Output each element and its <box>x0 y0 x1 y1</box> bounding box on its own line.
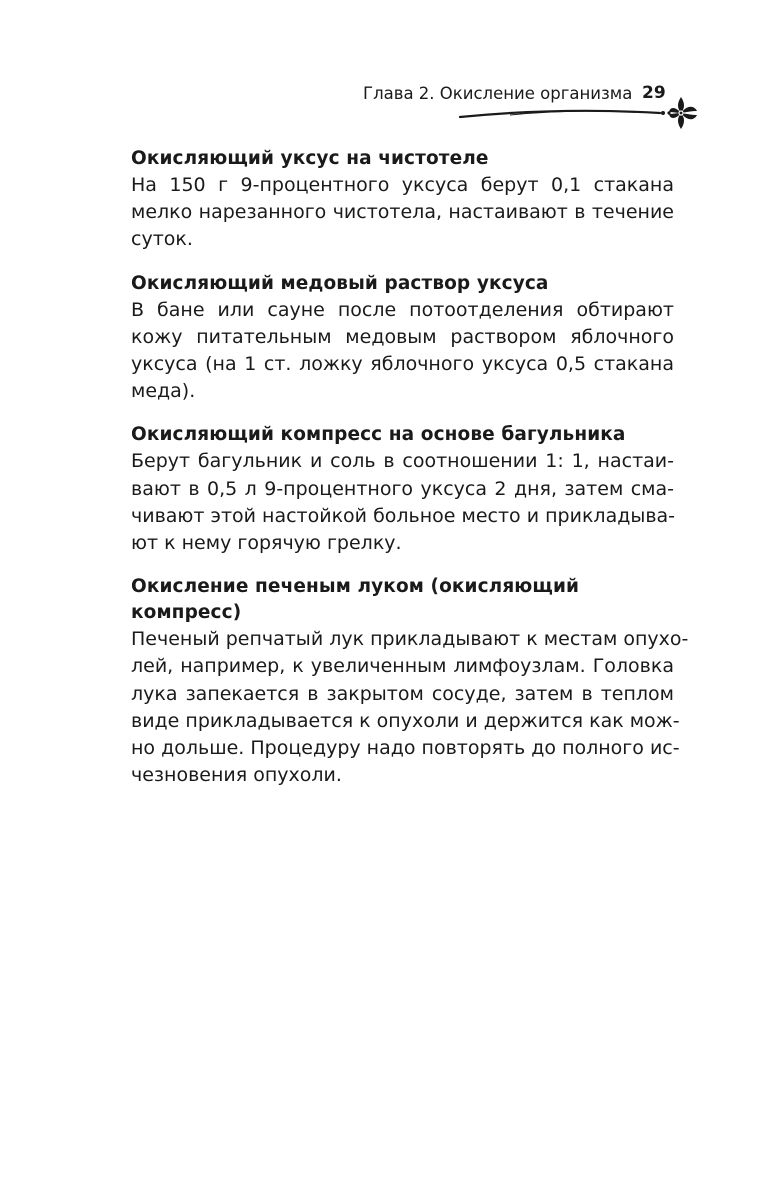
title-line: Окисление печеным луком (окисляющий <box>131 576 580 598</box>
page-content <box>131 146 689 806</box>
recipe-title: Окисляющий компресс на основе багульника <box>131 424 626 446</box>
recipe-text <box>131 626 689 789</box>
text-line: ют к нему горячую грелку. <box>131 532 402 555</box>
recipe-title <box>131 574 674 626</box>
header-ornament-icon <box>360 80 700 130</box>
text-line: мелко нарезанного чистотела, настаивают в течение <box>131 201 674 224</box>
recipe-block <box>131 422 674 557</box>
recipe-title: Окисляющий медовый раствор уксуса <box>131 272 549 294</box>
text-line: чивают этой настойкой больное место и прикладыва- <box>131 504 676 527</box>
text-line: суток. <box>131 228 193 251</box>
text-line: Берут багульник и соль в соотношении 1: 1, настаи- <box>131 450 674 473</box>
text-line: меда). <box>131 380 196 403</box>
text-line: уксуса (на 1 ст. ложку яблочного уксуса 0,5 стакана <box>131 353 674 376</box>
text-line: вают в 0,5 л 9-процентного уксуса 2 дня, затем сма- <box>131 477 674 500</box>
text-line: кожу питательным медовым раствором яблочного <box>131 325 674 348</box>
running-header <box>360 80 700 130</box>
ornament-flower <box>669 97 697 129</box>
chapter-title: Глава 2. Окисление организма <box>363 84 633 103</box>
recipe-block <box>131 146 674 254</box>
text-line: лей, например, к увеличенным лимфоузлам. Головка <box>131 655 674 678</box>
page-number: 29 <box>642 83 666 103</box>
text-line: В бане или сауне после потоотделения обтирают <box>131 298 674 321</box>
text-line: лука запекается в закрытом сосуде, затем в теплом <box>131 682 674 705</box>
text-line: Печеный репчатый лук прикладывают к местам опухо- <box>131 628 689 651</box>
title-line: компресс) <box>131 602 242 624</box>
text-line: На 150 г 9-процентного уксуса берут 0,1 стакана <box>131 174 674 196</box>
ornament-dot <box>661 111 665 115</box>
text-line: чезновения опухоли. <box>131 764 342 787</box>
text-line: но дольше. Процедуру надо повторять до полного ис- <box>131 737 680 760</box>
recipe-block <box>131 574 689 789</box>
recipe-block <box>131 271 674 406</box>
text-line: виде прикладывается к опухоли и держится как мож- <box>131 709 680 732</box>
recipe-text <box>131 297 674 406</box>
recipe-title: Окисляющий уксус на чистотеле <box>131 148 489 169</box>
recipe-text <box>131 172 674 254</box>
recipe-text <box>131 448 674 557</box>
